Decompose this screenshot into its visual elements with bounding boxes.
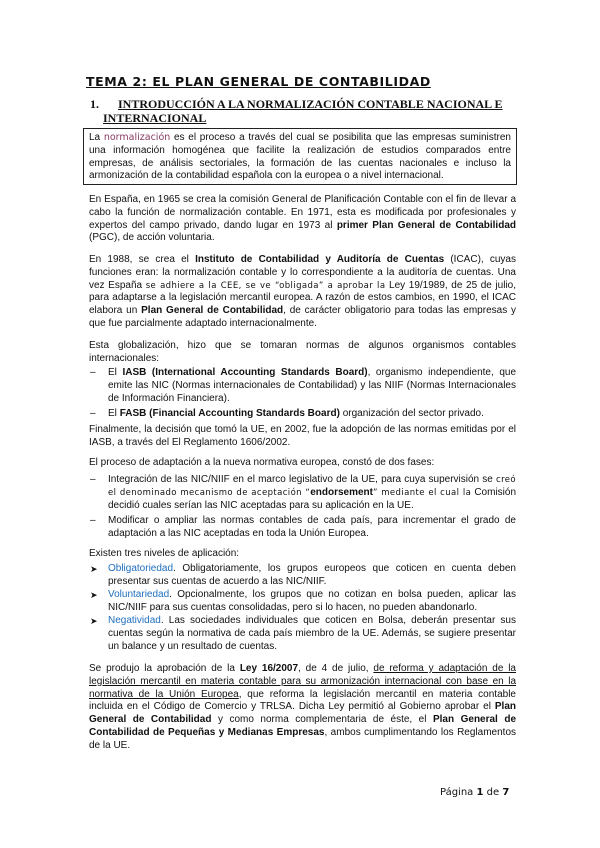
org-item-fasb <box>90 408 516 421</box>
p2-text-d: se adhiere a la CEE, se ve “obligada” a aprobar la <box>145 280 386 291</box>
org-pre: El <box>108 408 117 419</box>
phase-text-c: ” mediante el cual la <box>373 487 472 498</box>
page-title: TEMA 2: EL PLAN GENERAL DE CONTABILIDAD <box>86 74 431 89</box>
phase-text-a: Integración de las NIC/NIIF en el marco legislativo de la UE, para cuya supervisión se <box>108 474 493 485</box>
p1-bold-pgc: primer Plan General de Contabilidad <box>336 219 516 231</box>
p7-text-g: y como norma complementaria de éste, el <box>217 714 427 726</box>
paragraph-6: Existen tres niveles de aplicación: <box>89 548 240 559</box>
paragraph-7 <box>89 663 516 753</box>
p2-text-a: En 1988, se crea el <box>89 254 189 265</box>
section-heading-line2: INTERNACIONAL <box>103 111 207 125</box>
definition-text: es el proceso a través del cual se posibilita que las empresas suministren una información homogénea que facilite la realización de estudios comparados entre empresas, de análisis sectoriales, la formación de las cuentas nacionales e incluso la armonización de la contabilidad española con la europea o a nivel internacional. <box>89 132 511 182</box>
p7-bold-pgc: Plan General de Contabilidad <box>89 701 516 726</box>
level-desc: . Opcionalmente, los grupos que no cotizan en bolsa pueden, aplicar las NIC/NIIF para sus cuentas consolidadas, pero si lo hacen, no pueden abandonarlo. <box>108 589 516 613</box>
p1-text-c: (PGC), de acción voluntaria. <box>89 232 215 244</box>
org-name: IASB (International Accounting Standards Board) <box>122 367 368 378</box>
phase-text-a: Modificar o ampliar las normas contables de cada país, para incrementar el grado de adaptación a las NIC aceptadas en toda la Unión Europea. <box>108 515 516 539</box>
level-term: Voluntariedad <box>108 589 170 600</box>
dash-icon: – <box>90 474 96 485</box>
section-number: 1. <box>90 97 99 111</box>
page-footer <box>440 787 509 798</box>
arrow-bullet-icon: ➤ <box>90 590 98 600</box>
footer-page-number: 1 <box>476 787 484 798</box>
p2-bold-icac: Instituto de Contabilidad y Auditoría de Cuentas <box>195 254 445 265</box>
p2-bold-pgc: Plan General de Contabilidad <box>141 305 284 317</box>
phase-item-2 <box>90 515 516 541</box>
org-pre: El <box>108 367 117 378</box>
org-name: FASB (Financial Accounting Standards Board) <box>119 408 340 419</box>
level-item-obligatoriedad <box>90 563 516 589</box>
footer-page-word: Página <box>440 787 474 798</box>
paragraph-5: El proceso de adaptación a la nueva normativa europea, constó de dos fases: <box>89 457 435 468</box>
p7-text-i: , ambos cumplimentando los Reglamentos de la UE. <box>89 726 517 751</box>
p2-text-c: (ICAC), cuyas funciones eran: la normalización contable y lo correspondiente a la auditoría de cuentas. Una vez España <box>89 254 516 291</box>
arrow-bullet-icon: ➤ <box>90 616 98 626</box>
footer-total-pages: 7 <box>502 787 510 798</box>
paragraph-3: Esta globalización, hizo que se tomaran normas de algunos organismos contables internacionales: <box>89 340 516 364</box>
p7-underlined-title: de reforma y adaptación de la legislación mercantil en materia contable para su armonización internacional con base en la normativa de la Unión Europea <box>89 663 516 700</box>
footer-of-word: de <box>486 787 500 798</box>
phase-text-b: creó el denominado mecanismo de aceptación “ <box>108 475 517 498</box>
paragraph-1 <box>89 194 516 245</box>
level-item-voluntariedad <box>90 589 516 615</box>
phase-item-1 <box>90 474 517 512</box>
p7-bold-ley: Ley 16/2007 <box>239 663 299 674</box>
p1-text-a: En España, en 1965 se crea la comisión General de Planificación Contable con el fin de llevar a cabo la función de normalización contable. En 1971, esta es modificada por profesionales y expertos del campo privado, dando lugar en 1973 al <box>89 194 516 231</box>
level-item-negatividad <box>90 615 516 653</box>
paragraph-4: Finalmente, la decisión que tomó la UE, en 2002, fue la adopción de las normas emitidas por el IASB, a través del El Reglamento 1606/2002. <box>89 424 516 448</box>
level-term: Negatividad <box>108 615 161 626</box>
org-desc: organización del sector privado. <box>342 408 484 419</box>
definition-term: normalización <box>103 132 171 143</box>
level-desc: . Obligatoriamente, los grupos europeos que coticen en cuenta deben presentar sus cuentas de acuerdo a las NIC/NIIF. <box>108 563 516 587</box>
p2-text-g: , de carácter obligatorio para todas las empresas y que fue parcialmente adaptado internacionalmente. <box>89 305 517 329</box>
org-item-iasb <box>90 367 517 405</box>
definition-lead: La <box>89 132 101 143</box>
definition-box <box>83 128 517 185</box>
arrow-bullet-icon: ➤ <box>90 564 98 574</box>
p7-bold-pgc-pymes: Plan General de Contabilidad de Pequeñas y Medianas Empresas <box>89 714 517 738</box>
phase-text-d: Comisión decidió cuales serían las NIC aceptadas para su aplicación en la UE. <box>108 486 517 511</box>
org-desc: , organismo independiente, que emite las NIC (Normas internacionales de Contabilidad) y las NIIF (Normas Internacionales de Información Financiera). <box>108 367 517 404</box>
paragraph-2 <box>89 254 516 331</box>
p2-text-e: Ley 19/1989, de 25 de julio, para adaptarse a la legislación mercantil europea. A razón de estos cambios, en 1990, el ICAC elabora un <box>89 279 517 317</box>
phase-bold-endorsement: endorsement <box>310 486 373 498</box>
level-desc: . Las sociedades individuales que coticen en Bolsa, deberán presentar sus cuentas según la normativa de cada país miembro de la UE. Además, se sugiere presentar un balance y un resultado de cuentas. <box>108 615 516 652</box>
p7-text-c: , de 4 de julio, <box>298 663 369 674</box>
p7-text-e: , que reforma la legislación mercantil en materia contable incluida en el Código de Comercio y TRLSA. Dicha Ley permitió al Gobierno aprobar el <box>89 688 516 713</box>
p7-text-a: Se produjo la aprobación de la <box>89 663 235 674</box>
dash-icon: – <box>90 515 96 526</box>
dash-icon: – <box>90 408 96 419</box>
level-term: Obligatoriedad <box>108 563 174 574</box>
section-heading-line1: INTRODUCCIÓN A LA NORMALIZACIÓN CONTABLE NACIONAL E <box>118 97 503 111</box>
dash-icon: – <box>90 367 96 378</box>
